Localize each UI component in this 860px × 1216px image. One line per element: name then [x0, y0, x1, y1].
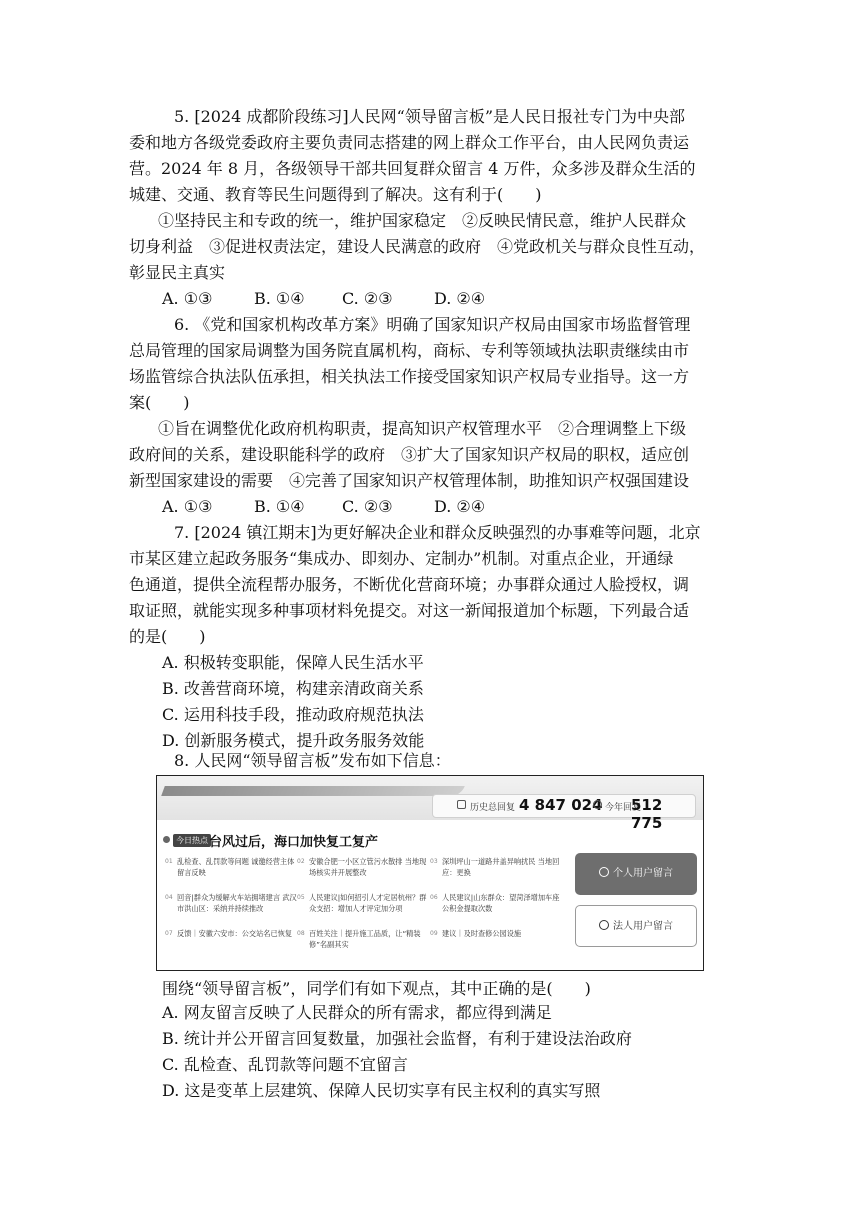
q5-options — [162, 286, 485, 312]
message-icon — [457, 800, 466, 809]
q8-option-c: C. 乱检查、乱罚款等问题不宜留言 — [162, 1055, 408, 1074]
news-item[interactable]: 03 深圳坪山一道路井盖异响扰民 当地回应：更换 — [430, 857, 560, 877]
clock-icon — [593, 800, 602, 809]
q6-option-b: B. ①④ — [254, 497, 305, 516]
q8-option-a: A. 网友留言反映了人民群众的所有需求，都应得到满足 — [162, 1003, 552, 1022]
q6-option-c: C. ②③ — [342, 497, 393, 516]
leader-message-board-screenshot — [156, 775, 704, 971]
q6-option-d: D. ②④ — [434, 497, 486, 516]
q7-option-d: D. 创新服务模式，提升政务服务效能 — [162, 731, 425, 750]
banner-swoosh — [161, 786, 465, 796]
user-icon — [599, 867, 609, 877]
q7-option-a: A. 积极转变职能，保障人民生活水平 — [162, 653, 424, 672]
q5-option-b: B. ①④ — [254, 289, 305, 308]
news-item[interactable]: 02 安徽合肥一小区立管污水散排 当地现场核实并开展整改 — [297, 857, 427, 877]
q7-option-b: B. 改善营商环境，构建亲清政商关系 — [162, 679, 424, 698]
stat-total-label: 历史总回复 — [470, 803, 516, 813]
q7-line: 色通道，提供全流程帮办服务，不断优化营商环境；办事群众通过人脸授权，调 — [129, 575, 690, 594]
q7-option-c: C. 运用科技手段，推动政府规范执法 — [162, 705, 424, 724]
stat-year-label: 今年回复 — [605, 803, 642, 813]
q6-line: 场监管综合执法队伍承担，相关执法工作接受国家知识产权局专业指导。这一方 — [129, 367, 690, 386]
hot-title: 台风过后，海口加快复工复产 — [209, 835, 379, 850]
q6-line: ①旨在调整优化政府机构职责，提高知识产权管理水平 ②合理调整上下级 — [158, 419, 687, 438]
news-item[interactable]: 09 建议｜及时查修公园设施 — [430, 929, 522, 938]
news-item[interactable]: 08 百姓关注｜提升施工品质，让“精装修”名副其实 — [297, 929, 421, 949]
q5-line: 彰显民主真实 — [129, 263, 226, 282]
news-item[interactable]: 04 回音|群众为缓解火车站拥堵建言 武汉市洪山区：采纳并持续推改 — [165, 893, 297, 913]
q5-line: 切身利益 ③促进权责法定，建设人民满意的政府 ④党政机关与群众良性互动， — [129, 237, 706, 256]
q8-stem: 围绕“领导留言板”，同学们有如下观点，其中正确的是( ) — [162, 979, 591, 998]
q6-line: 政府间的关系，建设职能科学的政府 ③扩大了国家知识产权局的职权，适应创 — [129, 445, 690, 464]
q6-line: 总局管理的国家局调整为国务院直属机构，商标、专利等领域执法职责继续由市 — [129, 341, 690, 360]
badge-icon — [599, 920, 609, 930]
stat-total-value: 4 847 024 — [519, 796, 603, 814]
news-item[interactable]: 07 反馈｜安徽六安市：公交站名已恢复 — [165, 929, 293, 938]
news-item[interactable]: 05 人民建议|如何招引人才定居杭州？群众支招：增加人才评定加分项 — [297, 893, 427, 913]
q5-line: 城建、交通、教育等民生问题得到了解决。这有利于( ) — [129, 185, 542, 204]
news-item[interactable]: 01 乱检查、乱罚款等问题 诚邀经营主体留言反映 — [165, 857, 295, 877]
hot-dot-icon — [163, 836, 170, 843]
hot-tag: 今日热点 — [173, 834, 211, 847]
news-item[interactable]: 06 人民建议|山东群众：望菏泽增加车座公积金提取次数 — [430, 893, 560, 913]
reply-stats — [432, 794, 696, 832]
q8-option-d: D. 这是变革上层建筑、保障人民切实享有民主权利的真实写照 — [162, 1081, 601, 1100]
stat-year-value: 512 775 — [631, 796, 663, 832]
q5-option-d: D. ②④ — [434, 289, 486, 308]
q8-intro: 8. 人民网“领导留言板”发布如下信息： — [174, 751, 451, 770]
q8-option-b: B. 统计并公开留言回复数量，加强社会监督，有利于建设法治政府 — [162, 1029, 632, 1048]
q5-option-c: C. ②③ — [342, 289, 393, 308]
q7-line: 7. [2024 镇江期末]为更好解决企业和群众反映强烈的办事难等问题，北京 — [174, 523, 701, 542]
q5-line: 5. [2024 成都阶段练习]人民网“领导留言板”是人民日报社专门为中央部 — [174, 107, 686, 126]
q6-options — [162, 494, 485, 520]
q6-line: 6. 《党和国家机构改革方案》明确了国家知识产权局由国家市场监督管理 — [174, 315, 691, 334]
q7-line: 市某区建立起政务服务“集成办、即刻办、定制办”机制。对重点企业，开通绿 — [129, 549, 674, 568]
q5-option-a: A. ①③ — [162, 289, 213, 308]
q6-option-a: A. ①③ — [162, 497, 213, 516]
q6-line: 新型国家建设的需要 ④完善了国家知识产权管理体制，助推知识产权强国建设 — [129, 471, 690, 490]
q5-line: 营。2024 年 8 月，各级领导干部共回复群众留言 4 万件，众多涉及群众生活的 — [129, 159, 696, 178]
legal-entity-message-button[interactable]: 法人用户留言 — [575, 905, 697, 947]
personal-message-button[interactable]: 个人用户留言 — [575, 853, 697, 895]
q7-line: 取证照，就能实现多种事项材料免提交。对这一新闻报道加个标题，下列最合适 — [129, 601, 690, 620]
q6-line: 案( ) — [129, 393, 190, 412]
q7-line: 的是( ) — [129, 627, 206, 646]
q5-line: 委和地方各级党委政府主要负责同志搭建的网上群众工作平台，由人民网负责运 — [129, 133, 690, 152]
q5-line: ①坚持民主和专政的统一，维护国家稳定 ②反映民情民意，维护人民群众 — [158, 211, 687, 230]
